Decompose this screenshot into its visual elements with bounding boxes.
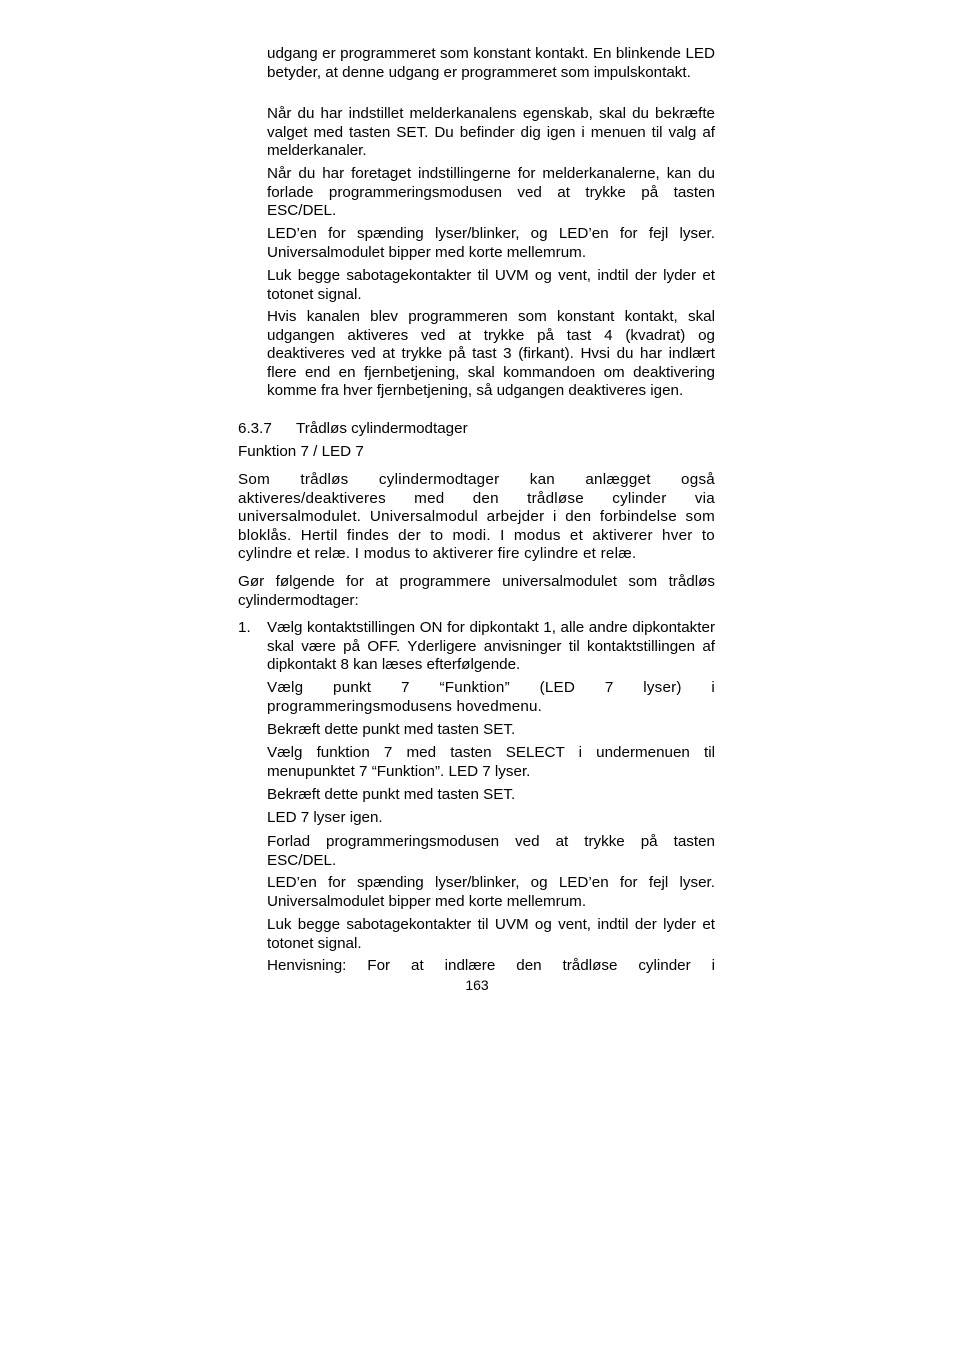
paragraph: Luk begge sabotagekontakter til UVM og vent, indtil der lyder et totonet signal. [267,267,715,303]
function-label: Funktion 7 / LED 7 [238,443,364,460]
section-number: 6.3.7 [238,420,272,437]
list-step: Vælg punkt 7 “Funktion” (LED 7 lyser) i programmeringsmodusens hovedmenu. [267,679,715,715]
paragraph: Når du har foretaget indstillingerne for melderkanalerne, kan du forlade programmeringsmodusen ved at trykke på tasten ESC/DEL. [267,165,715,219]
list-step: Vælg funktion 7 med tasten SELECT i undermenuen til menupunktet 7 “Funktion”. LED 7 lyser. [267,744,715,780]
list-number: 1. [238,619,251,636]
paragraph: udgang er programmeret som konstant kontakt. En blinkende LED betyder, at denne udgang er programmeret som impulskontakt. [267,45,715,81]
list-step: LED 7 lyser igen. [267,809,383,826]
section-title: Trådløs cylindermodtager [296,420,468,437]
paragraph: Når du har indstillet melderkanalens egenskab, skal du bekræfte valget med tasten SET. Du befinder dig igen i menuen til valg af melderkanaler. [267,105,715,159]
section-heading [238,420,715,439]
list-step: Forlad programmeringsmodusen ved at trykke på tasten ESC/DEL. [267,833,715,869]
list-step: Bekræft dette punkt med tasten SET. [267,786,516,803]
list-item-paragraph: Vælg kontaktstillingen ON for dipkontakt 1, alle andre dipkontakter skal være på OFF. Yderligere anvisninger til kontaktstillingen af dipkontakt 8 kan læses efterfølgende. [267,619,715,673]
list-step: Bekræft dette punkt med tasten SET. [267,721,516,738]
page-number: 163 [465,977,489,993]
paragraph: Gør følgende for at programmere universalmodulet som trådløs cylindermodtager: [238,573,715,609]
list-step: Luk begge sabotagekontakter til UVM og vent, indtil der lyder et totonet signal. [267,916,715,952]
paragraph: Som trådløs cylindermodtager kan anlægget også aktiveres/deaktiveres med den trådløse cylinder via universalmodulet. Universalmodul arbejder i den forbindelse som bloklås. Hertil findes der to modi. I modus et aktiverer hver to cylindre et relæ. I modus to aktiverer fire cylindre et relæ. [238,471,715,562]
list-step: Henvisning: For at indlære den trådløse cylinder i [267,957,715,974]
paragraph: LED’en for spænding lyser/blinker, og LED’en for fejl lyser. Universalmodulet bipper med korte mellemrum. [267,225,715,261]
list-step: LED’en for spænding lyser/blinker, og LED’en for fejl lyser. Universalmodulet bipper med korte mellemrum. [267,874,715,910]
paragraph: Hvis kanalen blev programmeren som konstant kontakt, skal udgangen aktiveres ved at trykke på tast 4 (kvadrat) og deaktiveres ved at trykke på tast 3 (firkant). Hvsi du har indlært flere end en fjernbetjening, skal kommandoen om deaktivering komme fra hver fjernbetjening, så udgangen deaktiveres igen. [267,308,715,399]
